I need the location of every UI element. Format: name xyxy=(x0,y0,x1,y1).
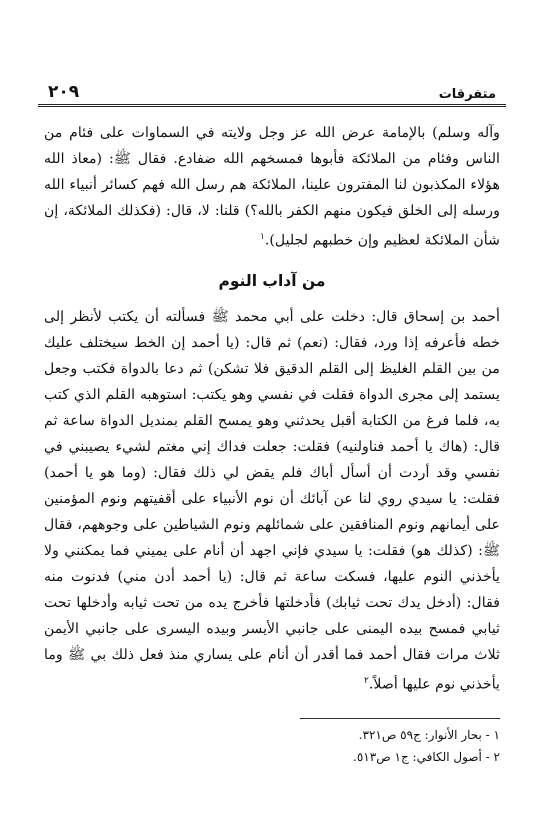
paragraph-intro xyxy=(44,120,500,254)
paragraph-intro-text: وآله وسلم) بالإمامة عرض الله عز وجل ولايته في السماوات على فئام من الناس وفئام من الملائكة فأبوها فمسخهم الله ضفادع. فقال ﷺ: (معاذ الله هؤلاء المكذبون لنا المفترون علينا، الملائكة هم رسل الله فهم كسائر أنبياء الله ورسله إلى الخلق فيكون منهم الكفر بالله؟) قلنا: لا، قال: (فكذلك الملائكة، إن شأن الملائكة لعظيم وإن خطبهم لجليل). xyxy=(44,125,500,249)
footnote-1: ١ - بحار الأنوار: ج٥٩ ص٣٢١. xyxy=(358,728,500,742)
footnote-marker-2[interactable]: ٢ xyxy=(364,675,369,686)
footnotes xyxy=(44,724,500,768)
paragraph-sleep-etiquette-text: أحمد بن إسحاق قال: دخلت على أبي محمد ﷺ فسألته أن يكتب لأنظر إلى خطه فأعرفه إذا ورد، فقال: (نعم) ثم قال: (يا أحمد إن الخط سيختلف عليك من بين القلم الغليظ إلى القلم الدقيق فلا تشكن) ثم دعا بالدواة فكتب وجعل يستمد إلى مجرى الدواة فقلت في نفسي وهو يكتب: استوهبه القلم الذي كتب به، فلما فرغ من الكتابة أقبل يحدثني وهو يمسح القلم بمنديل الدواة ساعة ثم قال: (هاك يا أحمد فناولنيه) فقلت: جعلت فداك إني مغتم لشيء يصيبني في نفسي وقد أردت أن أسأل أباك فلم يقض لي ذلك فقال: (وما هو يا أحمد) فقلت: يا سيدي روي لنا عن آبائك أن نوم الأنبياء على أقفيتهم ونوم المؤمنين على أيمانهم ونوم المنافقين على شمائلهم ونوم الشياطين على وجوههم، فقال ﷺ: (كذلك هو) فقلت: يا سيدي فإني اجهد أن أنام على يميني فما يمكنني ولا يأخذني النوم عليها، فسكت ساعة ثم قال: (يا أحمد أدن مني) فدنوت منه فقال: (أدخل يدك تحت ثيابك) فأدخلتها فأخرج يده من تحت ثيابه وأدخلها تحت ثيابي فمسح بيده اليمنى على جانبي الأيسر وبيده اليسرى على جانبي الأيمن ثلاث مرات فقال أحمد فما أقدر أن أنام على يساري منذ فعل ذلك بي ﷺ وما يأخذني نوم عليها أصلاً. xyxy=(44,308,500,693)
header-divider xyxy=(38,104,506,107)
page-body xyxy=(44,120,500,697)
page-header xyxy=(38,76,506,102)
section-heading: من آداب النوم xyxy=(218,271,326,290)
paragraph-sleep-etiquette xyxy=(44,304,500,698)
footnote-2: ٢ - أصول الكافي: ج١ ص٥١٣. xyxy=(353,750,500,764)
page-number: ٢٠٩ xyxy=(48,82,80,102)
running-title: متفرقات xyxy=(438,87,496,102)
footnote-marker-1[interactable]: ١ xyxy=(259,232,265,242)
footnote-divider xyxy=(300,718,500,719)
